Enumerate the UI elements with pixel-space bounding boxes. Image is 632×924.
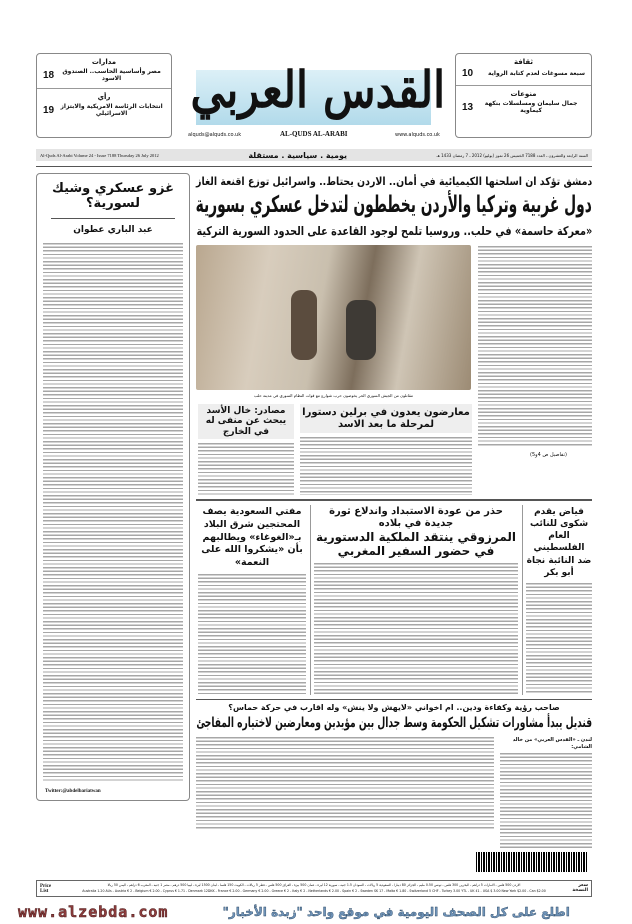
qandil-columns [196, 737, 592, 848]
teaser-title: انتخابات الرئاسة الامريكية والابتزاز الاسرائيلي [60, 103, 163, 117]
banner-tagline: اطلع على كل الصحف اليومية في موقع واحد "زبدة الأخبار" [222, 904, 570, 919]
qandil-first-column [500, 737, 592, 848]
opinion-title[interactable]: غزو عسكري وشيك لسورية؟ [51, 181, 175, 211]
slogan: يومية . سياسية . مستقلة [248, 150, 347, 160]
qandil-story [196, 702, 592, 848]
photo-caption: مقاتلون من الجيش السوري الحر يخوضون حرب شوارع مع قوات النظام السوري في مدينة حلب [254, 393, 413, 398]
marzouki-story [314, 506, 518, 694]
dateline-english: Al-Quds Al-Arabi Volume 24 - Issue 7188 Thursday 26 July 2012 [40, 152, 159, 158]
fayyad-story [526, 506, 592, 694]
logo-english: AL-QUDS AL-ARABI [280, 130, 348, 138]
details-reference: (تفاصيل ص 4و5) [530, 452, 567, 458]
sources-headline[interactable]: مصادر: خال الأسد يبحث عن منفى له في الخارج [198, 404, 294, 439]
section-label: رأي [97, 93, 111, 101]
section-label: مدارات [91, 58, 117, 66]
divider [196, 699, 592, 700]
website[interactable]: www.alquds.co.uk [395, 132, 440, 138]
column-rule [310, 505, 311, 695]
arabic-prices: الاردن 500 فلس ـ الامارات 5 دراهم ـ البحرين 300 فلس ـ تونس 0.50 مليم ـ الجزائر 80 دينارا ـ السعودية 5 ريالات ـ السودان 1.5 جنيه ـ سورية 12 ليرة ـ عمان 500 بيزة ـ العراق 500 فلس ـ قطر 5 ريالات ـ الكويت 150 فلسا ـ لبنان 1500 ليرة ـ ليبيا 500 درهم ـ مصر 1 جنيه ـ المغرب 6 دراهم ـ اليمن 50 ريالا [107, 882, 521, 887]
teaser-link[interactable] [456, 66, 591, 81]
lead-body [478, 246, 592, 446]
berlin-story [300, 404, 472, 495]
qandil-kicker: صاحب رؤية وكفاءة ودين.. ام اخواني «لايهش ولا ينش» وله اقارب في حركة حماس؟ [228, 702, 560, 712]
lead-kicker-wrap [196, 175, 592, 189]
fayyad-body [526, 583, 592, 694]
photo-caption-wrap [196, 392, 471, 399]
qandil-kicker-wrap [196, 702, 592, 713]
qandil-byline: لندن ـ «القدس العربي» من خالد الشامي: [512, 737, 592, 750]
sources-story [198, 404, 294, 495]
arabic-prices-wrap [60, 883, 568, 888]
fighter-figure [346, 300, 376, 360]
mufti-headline[interactable]: مفتي السعودية يصف المحتجين شرق البلاد بـ«الغوغاء» ويطالبهم بأن «يشكروا الله على النعمة» [201, 506, 303, 569]
barcode [476, 852, 588, 872]
marzouki-body [314, 563, 518, 694]
page-number: 19 [43, 104, 55, 116]
opinion-body [43, 243, 183, 783]
international-prices: Australia 1.20 AUs - Austria € 2 - Belgium € 2.00 - Cyprus € 1.71 - Denmark 12DKK - France € 2.00 - Germany € 2.00 - Greece € 2 - Italy € 2 - Netherlands € 2.00 - Spain € 2 - Sweden SK 17 - Malta € 1.80 - Switzerland 5 CHF - Turkey 3.00 YTL - UK £1 - USA $ 3.00 New York $2.00 - Can $2.00 [82, 888, 546, 893]
teaser-title: مصر وأساسية الحاسب.. الصندوق الاسود [62, 68, 161, 82]
opinion-author: عبد الباري عطوان [73, 224, 153, 235]
promo-banner[interactable] [0, 899, 632, 924]
price-list-label-ar: سعر النسخة [572, 882, 588, 893]
lead-subhead: «معركة حاسمة» في حلب.. وروسيا تلمح لوجود القاعدة على الحدود السورية التركية [196, 224, 592, 239]
teaser-link[interactable] [37, 101, 171, 119]
mufti-body [198, 574, 306, 694]
divider [36, 166, 592, 167]
marzouki-headline[interactable]: المرزوقي ينتقد الملكية الدستورية في حضور السفير المغربي [315, 530, 517, 558]
fighter-figure [291, 290, 317, 360]
banner-tagline-wrap [178, 902, 614, 922]
opinion-column [36, 173, 190, 801]
sources-body [198, 443, 294, 495]
price-list-label-en: Price List [40, 883, 52, 894]
logo: القدس العربي [190, 60, 445, 119]
mufti-story [198, 506, 306, 694]
page-number: 18 [43, 69, 55, 81]
banner-url[interactable]: www.alzebda.com [18, 902, 169, 921]
lead-kicker: دمشق تؤكد ان اسلحتها الكيميائية في أمان.. الاردن يحتاط.. واسرائيل توزع اقنعة الغاز [195, 174, 593, 188]
inside-pages-box-right [455, 53, 592, 138]
teaser-title: سبعة مسوغات لعدم كتابة الرواية [488, 70, 585, 77]
logo-wrap [190, 58, 445, 122]
page-number: 10 [462, 68, 474, 79]
price-list [36, 880, 592, 897]
qandil-body [196, 737, 494, 829]
lead-photo[interactable] [196, 245, 471, 390]
column-rule [522, 505, 523, 695]
qandil-headline[interactable]: قنديل يبدأ مشاورات تشكيل الحكومة وسط جدال بين مؤيدين ومعارضين لاختياره المفاجئ [196, 715, 592, 732]
dateline-arabic: السنة الرابعة والعشرون ـ العدد 7188 الخميس 26 تموز (يوليو) 2012 ـ 7 رمضان 1433 هـ [436, 152, 588, 158]
lead-headline-wrap [196, 191, 592, 219]
section-label: ثقافة [513, 58, 534, 66]
marzouki-kicker: حذر من عودة الاستبداد واندلاع ثورة جديدة في بلاده [329, 506, 503, 529]
lead-headline[interactable]: دول غربية وتركيا والأردن يخططون لتدخل عسكري بسورية [195, 191, 593, 218]
dateline [36, 149, 592, 161]
international-prices-wrap [60, 889, 568, 894]
qandil-body [500, 753, 592, 848]
teaser-link[interactable] [456, 98, 591, 116]
fayyad-headline[interactable]: فياض يقدم شكوى للنائب العام الفلسطيني ضد النائبة نجاة أبو بكر [526, 507, 592, 578]
divider [196, 499, 592, 501]
lead-subhead-wrap [196, 224, 592, 240]
inside-pages-box-left [36, 53, 172, 138]
teaser-link[interactable] [37, 66, 171, 84]
section-label: منوعات [510, 90, 537, 98]
page-number: 13 [462, 101, 474, 113]
qandil-headline-wrap [196, 714, 592, 733]
email[interactable]: alquds@alquds.co.uk [188, 132, 242, 138]
twitter-handle[interactable]: Twitter:@abdelbariatwan [45, 789, 101, 794]
price-lines [60, 883, 568, 894]
teaser-title: جمال سليمان ومسلسلات بنكهة كيماوية [484, 100, 578, 114]
berlin-headline[interactable]: معارضون يعدون في برلين دستورا لمرحلة ما بعد الاسد [300, 404, 472, 433]
berlin-body [300, 437, 472, 495]
